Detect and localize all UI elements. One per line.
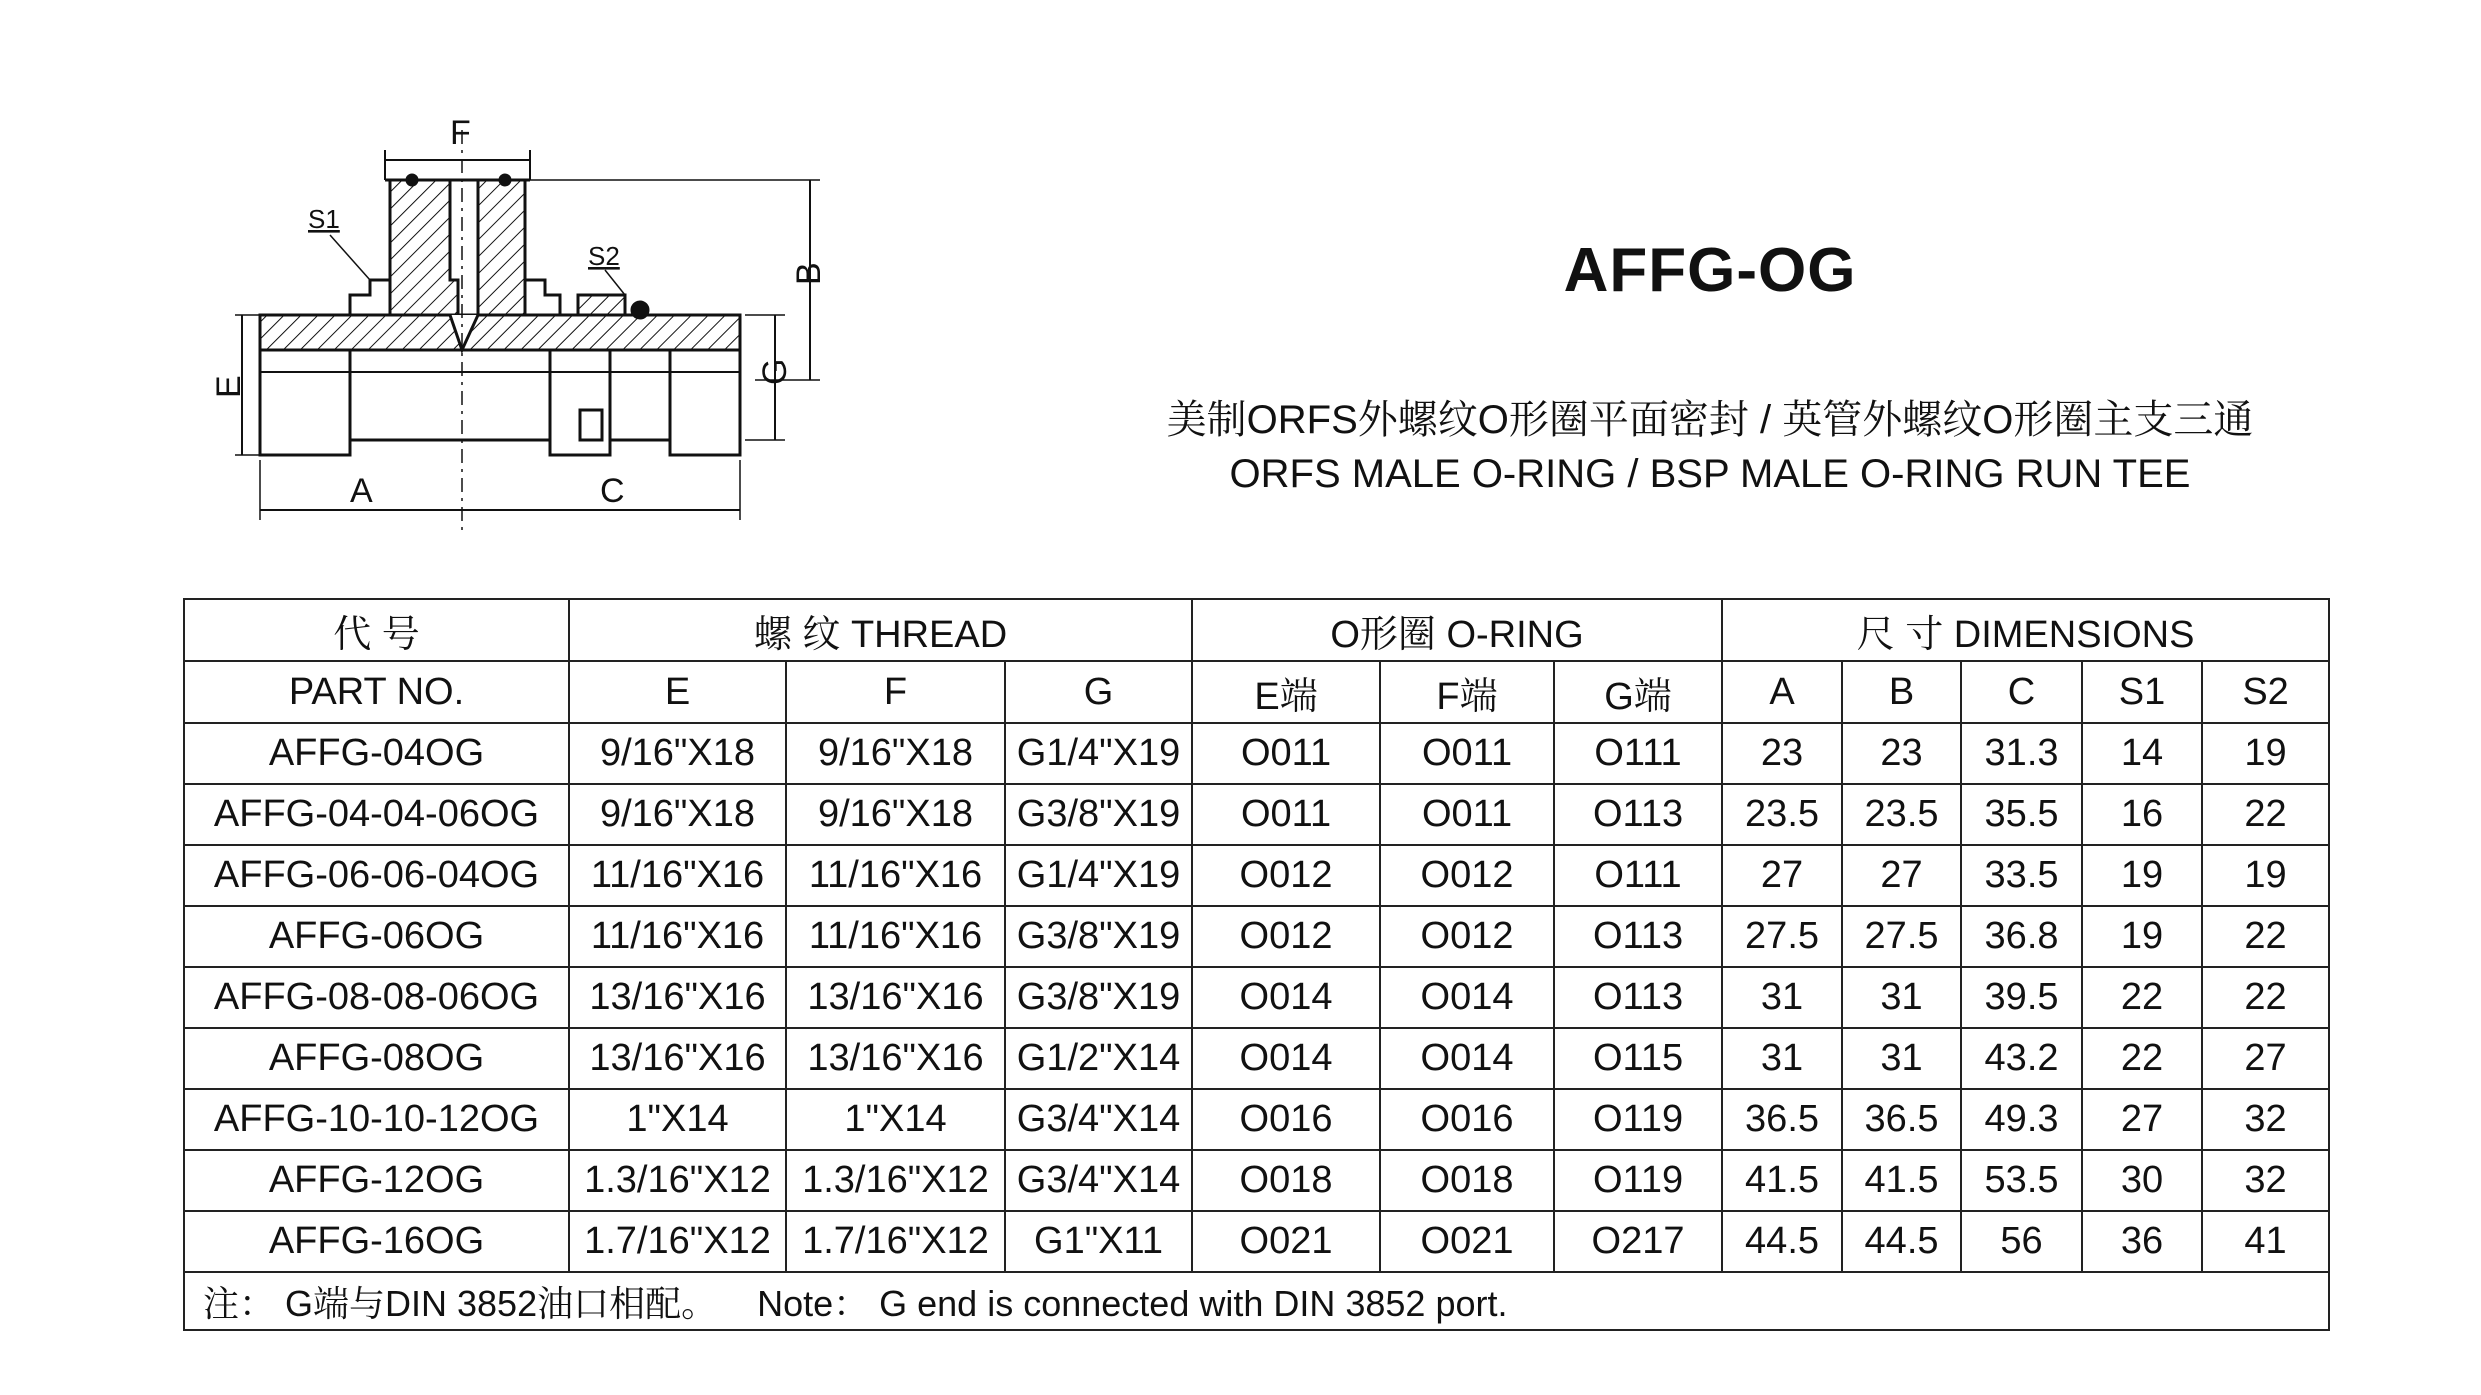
cell-oring-g: O119 [1554,1089,1722,1150]
cell-oring-g: O217 [1554,1211,1722,1272]
cell-dim-s1: 16 [2082,784,2202,845]
cell-oring-g: O113 [1554,784,1722,845]
label-s1: S1 [308,204,340,234]
table-row [184,1150,2329,1211]
header-dimensions: 尺 寸 DIMENSIONS [1722,599,2329,661]
cell-thread-f: 9/16"X18 [786,784,1005,845]
cell-dim-c: 36.8 [1961,906,2082,967]
cell-oring-e: O021 [1192,1211,1380,1272]
cell-dim-a: 27 [1722,845,1842,906]
cell-dim-a: 31 [1722,967,1842,1028]
subheader-b: B [1842,661,1961,723]
cell-oring-f: O011 [1380,723,1554,784]
cell-thread-g: G3/8"X19 [1005,906,1192,967]
subheader-g-end: G端 [1554,661,1722,723]
note-english: Note： G end is connected with DIN 3852 port. [757,1282,1508,1324]
cell-part-no: AFFG-16OG [184,1211,569,1272]
table-row [184,1089,2329,1150]
cell-dim-s2: 19 [2202,845,2329,906]
spec-table [183,598,2330,1331]
run-tee-drawing [200,110,840,540]
cell-dim-c: 43.2 [1961,1028,2082,1089]
cell-oring-g: O113 [1554,906,1722,967]
cell-part-no: AFFG-06OG [184,906,569,967]
subheader-s2: S2 [2202,661,2329,723]
cell-oring-g: O113 [1554,967,1722,1028]
table-note [184,1272,2329,1330]
cell-oring-f: O018 [1380,1150,1554,1211]
header-part-cn: 代 号 [184,599,569,661]
cell-thread-g: G3/4"X14 [1005,1150,1192,1211]
cell-thread-g: G3/8"X19 [1005,784,1192,845]
cell-oring-e: O012 [1192,845,1380,906]
cell-dim-s2: 32 [2202,1150,2329,1211]
table-row [184,1211,2329,1272]
subheader-e-end: E端 [1192,661,1380,723]
cell-part-no: AFFG-12OG [184,1150,569,1211]
label-g: G [756,358,794,385]
cell-thread-e: 1.3/16"X12 [569,1150,786,1211]
cell-oring-g: O111 [1554,723,1722,784]
cell-dim-s2: 19 [2202,723,2329,784]
cell-dim-s1: 22 [2082,967,2202,1028]
cell-dim-a: 23 [1722,723,1842,784]
cell-dim-b: 23 [1842,723,1961,784]
cell-oring-g: O119 [1554,1150,1722,1211]
cell-dim-c: 39.5 [1961,967,2082,1028]
cell-dim-a: 31 [1722,1028,1842,1089]
subheader-g: G [1005,661,1192,723]
cell-dim-s1: 19 [2082,906,2202,967]
cell-thread-f: 9/16"X18 [786,723,1005,784]
subheader-f-end: F端 [1380,661,1554,723]
cell-dim-a: 36.5 [1722,1089,1842,1150]
cell-thread-g: G1"X11 [1005,1211,1192,1272]
subheader-f: F [786,661,1005,723]
cell-dim-s2: 22 [2202,967,2329,1028]
cell-oring-e: O011 [1192,784,1380,845]
cell-thread-e: 9/16"X18 [569,723,786,784]
cell-dim-c: 31.3 [1961,723,2082,784]
cell-thread-g: G1/4"X19 [1005,845,1192,906]
cell-dim-s1: 36 [2082,1211,2202,1272]
cell-dim-b: 44.5 [1842,1211,1961,1272]
cell-oring-e: O016 [1192,1089,1380,1150]
cell-dim-c: 35.5 [1961,784,2082,845]
product-code: AFFG-OG [1563,236,1857,305]
cell-dim-a: 41.5 [1722,1150,1842,1211]
cell-thread-e: 13/16"X16 [569,967,786,1028]
cell-thread-e: 11/16"X16 [569,906,786,967]
cell-dim-s1: 22 [2082,1028,2202,1089]
cell-dim-b: 36.5 [1842,1089,1961,1150]
label-s2: S2 [588,241,620,271]
cell-thread-g: G3/8"X19 [1005,967,1192,1028]
table-row [184,1028,2329,1089]
cell-dim-c: 33.5 [1961,845,2082,906]
cell-oring-e: O012 [1192,906,1380,967]
cell-thread-f: 11/16"X16 [786,906,1005,967]
cell-dim-b: 23.5 [1842,784,1961,845]
cell-oring-e: O014 [1192,967,1380,1028]
label-f: F [450,114,471,152]
label-c: C [600,472,625,510]
cell-oring-e: O014 [1192,1028,1380,1089]
cell-thread-e: 1"X14 [569,1089,786,1150]
cell-thread-f: 13/16"X16 [786,967,1005,1028]
cell-dim-c: 56 [1961,1211,2082,1272]
subheader-e: E [569,661,786,723]
cell-thread-f: 1.7/16"X12 [786,1211,1005,1272]
cell-dim-s2: 41 [2202,1211,2329,1272]
cell-part-no: AFFG-08-08-06OG [184,967,569,1028]
cell-oring-g: O115 [1554,1028,1722,1089]
header-oring: O形圈 O-RING [1192,599,1722,661]
subheader-s1: S1 [2082,661,2202,723]
cell-thread-e: 1.7/16"X12 [569,1211,786,1272]
cell-dim-b: 31 [1842,967,1961,1028]
cell-oring-f: O012 [1380,845,1554,906]
header-thread: 螺 纹 THREAD [569,599,1192,661]
cell-oring-g: O111 [1554,845,1722,906]
cell-dim-s2: 27 [2202,1028,2329,1089]
cell-dim-b: 27 [1842,845,1961,906]
cell-oring-f: O014 [1380,1028,1554,1089]
cell-dim-a: 27.5 [1722,906,1842,967]
table-row [184,784,2329,845]
cell-dim-b: 27.5 [1842,906,1961,967]
cell-oring-f: O016 [1380,1089,1554,1150]
cell-dim-s1: 19 [2082,845,2202,906]
cell-part-no: AFFG-04OG [184,723,569,784]
label-b: B [790,262,828,285]
cell-dim-c: 53.5 [1961,1150,2082,1211]
cell-thread-e: 11/16"X16 [569,845,786,906]
cell-oring-e: O018 [1192,1150,1380,1211]
cell-part-no: AFFG-08OG [184,1028,569,1089]
cell-dim-a: 23.5 [1722,784,1842,845]
cell-oring-f: O014 [1380,967,1554,1028]
cell-thread-g: G3/4"X14 [1005,1089,1192,1150]
cell-thread-e: 9/16"X18 [569,784,786,845]
cell-dim-s1: 27 [2082,1089,2202,1150]
cell-part-no: AFFG-10-10-12OG [184,1089,569,1150]
cell-dim-s2: 22 [2202,784,2329,845]
cell-thread-f: 13/16"X16 [786,1028,1005,1089]
cell-dim-s2: 32 [2202,1089,2329,1150]
cell-dim-a: 44.5 [1722,1211,1842,1272]
cell-dim-s1: 30 [2082,1150,2202,1211]
label-a: A [350,472,373,510]
cell-dim-b: 31 [1842,1028,1961,1089]
title-english: ORFS MALE O-RING / BSP MALE O-RING RUN TEE [1229,452,2191,496]
cell-oring-e: O011 [1192,723,1380,784]
note-chinese: 注： G端与DIN 3852油口相配。 [203,1282,718,1324]
cell-oring-f: O011 [1380,784,1554,845]
cell-thread-f: 1.3/16"X12 [786,1150,1005,1211]
cell-thread-f: 11/16"X16 [786,845,1005,906]
cell-oring-f: O021 [1380,1211,1554,1272]
table-row [184,845,2329,906]
cell-part-no: AFFG-04-04-06OG [184,784,569,845]
cell-dim-s2: 22 [2202,906,2329,967]
label-e: E [210,375,248,398]
cell-part-no: AFFG-06-06-04OG [184,845,569,906]
subheader-c: C [1961,661,2082,723]
cell-dim-b: 41.5 [1842,1150,1961,1211]
title-chinese: 美制ORFS外螺纹O形圈平面密封 / 英管外螺纹O形圈主支三通 [1166,398,2254,442]
table-row [184,967,2329,1028]
cell-thread-g: G1/2"X14 [1005,1028,1192,1089]
cell-thread-f: 1"X14 [786,1089,1005,1150]
table-row [184,723,2329,784]
cell-oring-f: O012 [1380,906,1554,967]
cell-dim-c: 49.3 [1961,1089,2082,1150]
cell-thread-g: G1/4"X19 [1005,723,1192,784]
cell-dim-s1: 14 [2082,723,2202,784]
subheader-a: A [1722,661,1842,723]
cell-thread-e: 13/16"X16 [569,1028,786,1089]
table-row [184,906,2329,967]
header-part-en: PART NO. [184,661,569,723]
